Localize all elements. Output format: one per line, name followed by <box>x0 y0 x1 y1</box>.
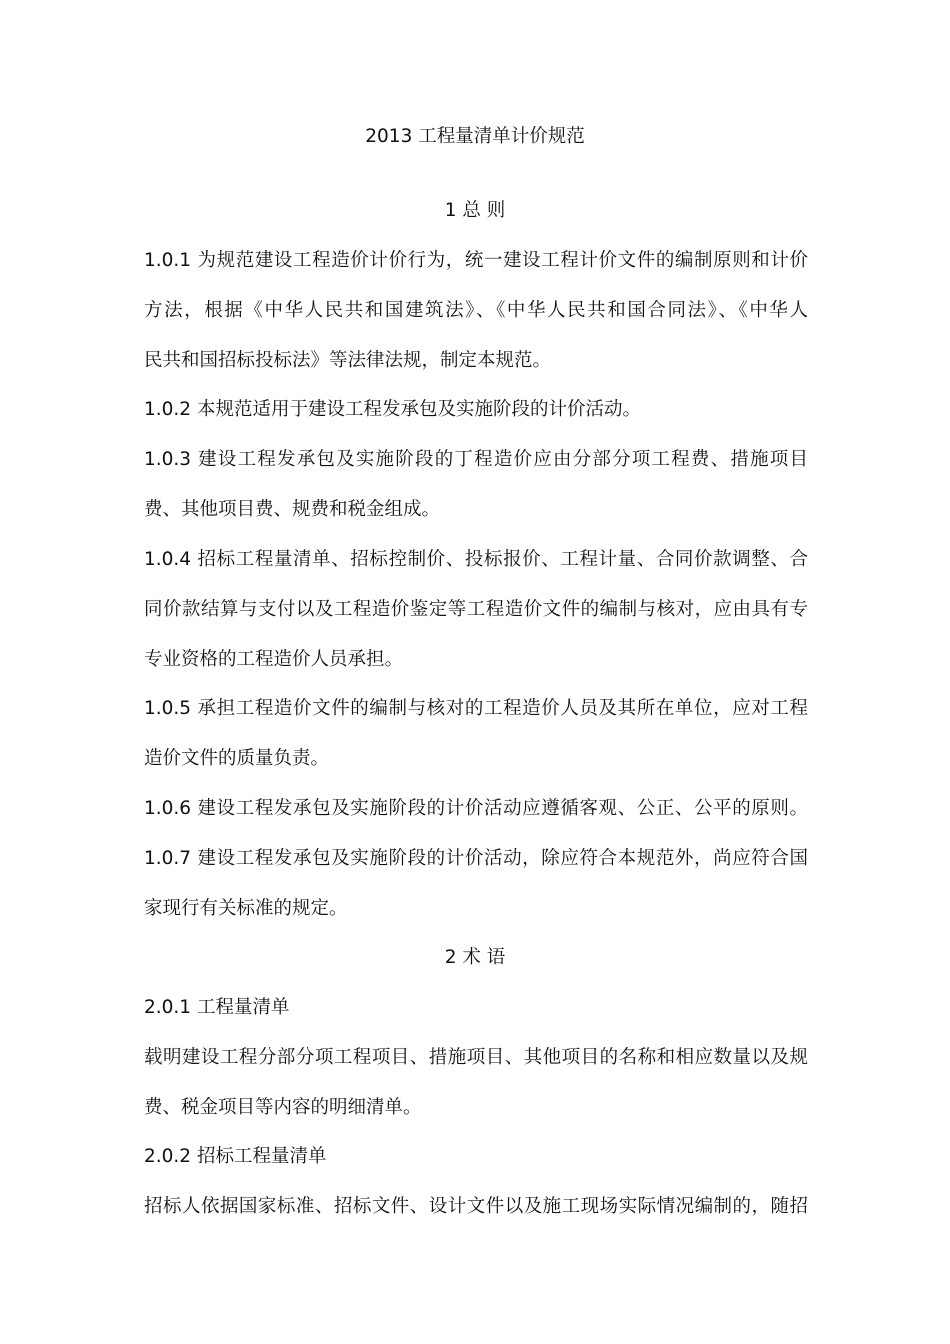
document-title: 2013 工程量清单计价规范 <box>365 126 585 147</box>
text-line: 费、税金项目等内容的明细清单。 <box>144 1097 422 1118</box>
text-line: 1.0.1 为规范建设工程造价计价行为，统一建设工程计价文件的编制原则和计价 <box>144 250 808 271</box>
term-heading: 2.0.2 招标工程量清单 <box>144 1146 327 1167</box>
text-line: 载明建设工程分部分项工程项目、措施项目、其他项目的名称和相应数量以及规 <box>144 1047 808 1068</box>
text-line: 费、其他项目费、规费和税金组成。 <box>144 499 441 520</box>
text-line: 家现行有关标准的规定。 <box>144 898 348 919</box>
text-line: 招标人依据国家标准、招标文件、设计文件以及施工现场实际情况编制的，随招 <box>144 1196 808 1217</box>
text-line: 1.0.4 招标工程量清单、招标控制价、投标报价、工程计量、合同价款调整、合 <box>144 549 808 570</box>
text-line: 1.0.5 承担工程造价文件的编制与核对的工程造价人员及其所在单位，应对工程 <box>144 698 808 719</box>
text-line: 专业资格的工程造价人员承担。 <box>144 649 404 670</box>
text-line: 1.0.2 本规范适用于建设工程发承包及实施阶段的计价活动。 <box>144 399 641 420</box>
text-line: 方法，根据《中华人民共和国建筑法》、《中华人民共和国合同法》、《中华人 <box>144 300 808 321</box>
text-line: 1.0.6 建设工程发承包及实施阶段的计价活动应遵循客观、公正、公平的原则。 <box>144 798 808 819</box>
text-line: 同价款结算与支付以及工程造价鉴定等工程造价文件的编制与核对，应由具有专 <box>144 599 808 620</box>
text-line: 1.0.7 建设工程发承包及实施阶段的计价活动，除应符合本规范外，尚应符合国 <box>144 848 808 869</box>
text-line: 民共和国招标投标法》等法律法规，制定本规范。 <box>144 350 552 371</box>
section-heading: 2 术 语 <box>444 947 506 968</box>
text-line: 造价文件的质量负责。 <box>144 748 330 769</box>
section-heading: 1 总 则 <box>444 200 506 221</box>
text-line: 1.0.3 建设工程发承包及实施阶段的丁程造价应由分部分项工程费、措施项目 <box>144 449 808 470</box>
term-heading: 2.0.1 工程量清单 <box>144 997 290 1018</box>
